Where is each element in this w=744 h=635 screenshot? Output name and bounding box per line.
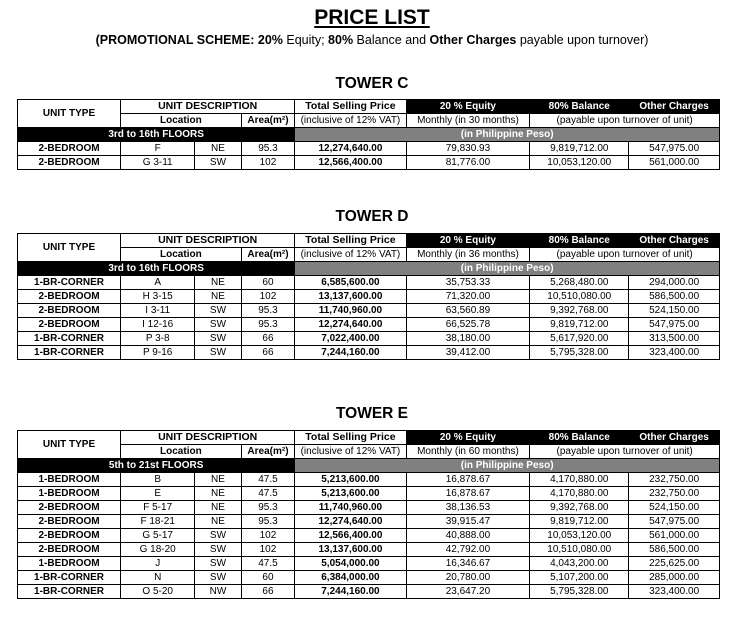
balance-cell: 9,819,712.00: [530, 142, 629, 156]
unit-type-cell: 1-BR-CORNER: [18, 585, 121, 599]
tsp-cell: 7,244,160.00: [295, 585, 406, 599]
orientation-cell: SW: [195, 156, 241, 170]
header-row: [18, 114, 720, 128]
price-table: [17, 430, 720, 599]
tsp-cell: 5,054,000.00: [295, 557, 406, 571]
page-subtitle: [0, 30, 744, 50]
unit-type-header: UNIT TYPE: [18, 234, 121, 262]
balance-cell: 5,617,920.00: [530, 332, 629, 346]
equity-header: 20 % Equity: [406, 234, 530, 248]
other-charges-cell: 586,500.00: [629, 543, 720, 557]
location-cell: O 5-20: [121, 585, 195, 599]
floors-row: [18, 128, 720, 142]
unit-type-cell: 1-BEDROOM: [18, 473, 121, 487]
subtitle-part: (PROMOTIONAL SCHEME: 20%: [95, 33, 287, 47]
location-header: Location: [121, 114, 242, 128]
tsp-header: Total Selling Price: [295, 100, 406, 114]
equity-cell: 16,878.67: [406, 473, 530, 487]
tower-title: TOWER D: [335, 208, 409, 225]
area-header: Area(m²): [241, 445, 295, 459]
other-charges-header: Other Charges: [629, 431, 720, 445]
tsp-cell: 12,566,400.00: [295, 529, 406, 543]
floors-label: 3rd to 16th FLOORS: [18, 128, 295, 142]
area-cell: 60: [241, 276, 295, 290]
table-row: [18, 304, 720, 318]
subtitle-part: Other Charges: [429, 33, 520, 47]
area-cell: 95.3: [241, 515, 295, 529]
unit-type-cell: 1-BEDROOM: [18, 487, 121, 501]
other-charges-cell: 547,975.00: [629, 318, 720, 332]
area-cell: 102: [241, 290, 295, 304]
location-cell: P 3-8: [121, 332, 195, 346]
orientation-cell: NE: [195, 290, 241, 304]
equity-cell: 66,525.78: [406, 318, 530, 332]
header-row: [18, 445, 720, 459]
orientation-cell: SW: [195, 529, 241, 543]
tsp-cell: 5,213,600.00: [295, 487, 406, 501]
other-charges-cell: 232,750.00: [629, 487, 720, 501]
other-charges-cell: 225,625.00: [629, 557, 720, 571]
area-header: Area(m²): [241, 114, 295, 128]
location-cell: F 18-21: [121, 515, 195, 529]
orientation-cell: SW: [195, 571, 241, 585]
equity-cell: 16,346.67: [406, 557, 530, 571]
unit-type-cell: 2-BEDROOM: [18, 156, 121, 170]
other-charges-cell: 232,750.00: [629, 473, 720, 487]
floors-label: 3rd to 16th FLOORS: [18, 262, 295, 276]
other-charges-cell: 294,000.00: [629, 276, 720, 290]
tsp-cell: 12,274,640.00: [295, 142, 406, 156]
balance-cell: 10,053,120.00: [530, 529, 629, 543]
balance-cell: 5,268,480.00: [530, 276, 629, 290]
location-cell: G 5-17: [121, 529, 195, 543]
location-cell: P 9-16: [121, 346, 195, 360]
table-row: [18, 571, 720, 585]
area-cell: 47.5: [241, 473, 295, 487]
location-cell: G 3-11: [121, 156, 195, 170]
balance-cell: 4,170,880.00: [530, 487, 629, 501]
unit-type-cell: 1-BEDROOM: [18, 557, 121, 571]
subtitle-part: 80%: [328, 33, 357, 47]
equity-cell: 42,792.00: [406, 543, 530, 557]
peso-label: (in Philippine Peso): [295, 459, 720, 473]
tsp-cell: 12,274,640.00: [295, 515, 406, 529]
other-charges-cell: 524,150.00: [629, 304, 720, 318]
location-cell: N: [121, 571, 195, 585]
monthly-header: Monthly (in 36 months): [406, 248, 530, 262]
location-cell: H 3-15: [121, 290, 195, 304]
location-header: Location: [121, 445, 242, 459]
other-charges-cell: 547,975.00: [629, 142, 720, 156]
equity-cell: 20,780.00: [406, 571, 530, 585]
subtitle-part: Equity;: [286, 33, 329, 47]
equity-cell: 38,136.53: [406, 501, 530, 515]
tsp-cell: 5,213,600.00: [295, 473, 406, 487]
area-cell: 95.3: [241, 142, 295, 156]
area-cell: 95.3: [241, 501, 295, 515]
orientation-cell: NE: [195, 142, 241, 156]
balance-cell: 5,107,200.00: [530, 571, 629, 585]
orientation-cell: SW: [195, 332, 241, 346]
location-cell: G 18-20: [121, 543, 195, 557]
balance-cell: 4,170,880.00: [530, 473, 629, 487]
balance-cell: 9,392,768.00: [530, 304, 629, 318]
location-cell: B: [121, 473, 195, 487]
tower-title: TOWER C: [335, 75, 409, 92]
other-charges-header: Other Charges: [629, 100, 720, 114]
balance-header: 80% Balance: [530, 234, 629, 248]
orientation-cell: SW: [195, 318, 241, 332]
balance-cell: 10,510,080.00: [530, 290, 629, 304]
balance-sub-header: (payable upon turnover of unit): [530, 114, 720, 128]
area-cell: 66: [241, 332, 295, 346]
unit-description-header: UNIT DESCRIPTION: [121, 431, 295, 445]
table-row: [18, 318, 720, 332]
orientation-cell: NE: [195, 501, 241, 515]
equity-cell: 40,888.00: [406, 529, 530, 543]
table-row: [18, 156, 720, 170]
tower-title: TOWER E: [335, 405, 409, 422]
price-table: [17, 233, 720, 360]
balance-sub-header: (payable upon turnover of unit): [530, 248, 720, 262]
unit-type-cell: 1-BR-CORNER: [18, 571, 121, 585]
unit-type-cell: 2-BEDROOM: [18, 501, 121, 515]
tsp-cell: 7,244,160.00: [295, 346, 406, 360]
table-row: [18, 473, 720, 487]
other-charges-cell: 586,500.00: [629, 290, 720, 304]
tsp-cell: 7,022,400.00: [295, 332, 406, 346]
other-charges-cell: 561,000.00: [629, 529, 720, 543]
table-row: [18, 557, 720, 571]
unit-description-header: UNIT DESCRIPTION: [121, 234, 295, 248]
equity-cell: 79,830.93: [406, 142, 530, 156]
location-cell: J: [121, 557, 195, 571]
header-row: [18, 248, 720, 262]
equity-cell: 39,915.47: [406, 515, 530, 529]
area-cell: 102: [241, 543, 295, 557]
orientation-cell: SW: [195, 557, 241, 571]
table-row: [18, 487, 720, 501]
tsp-sub-header: (inclusive of 12% VAT): [295, 445, 406, 459]
orientation-cell: NE: [195, 276, 241, 290]
table-row: [18, 501, 720, 515]
location-cell: I 3-11: [121, 304, 195, 318]
tsp-cell: 13,137,600.00: [295, 543, 406, 557]
equity-cell: 71,320.00: [406, 290, 530, 304]
other-charges-cell: 524,150.00: [629, 501, 720, 515]
balance-sub-header: (payable upon turnover of unit): [530, 445, 720, 459]
equity-header: 20 % Equity: [406, 431, 530, 445]
tsp-cell: 12,274,640.00: [295, 318, 406, 332]
equity-cell: 81,776.00: [406, 156, 530, 170]
location-cell: F: [121, 142, 195, 156]
area-cell: 95.3: [241, 304, 295, 318]
tsp-cell: 6,585,600.00: [295, 276, 406, 290]
floors-row: [18, 459, 720, 473]
table-row: [18, 543, 720, 557]
balance-cell: 9,819,712.00: [530, 318, 629, 332]
other-charges-cell: 313,500.00: [629, 332, 720, 346]
orientation-cell: NW: [195, 585, 241, 599]
table-row: [18, 346, 720, 360]
table-row: [18, 515, 720, 529]
equity-cell: 23,647.20: [406, 585, 530, 599]
equity-cell: 63,560.89: [406, 304, 530, 318]
unit-type-cell: 1-BR-CORNER: [18, 276, 121, 290]
unit-type-cell: 2-BEDROOM: [18, 529, 121, 543]
balance-cell: 10,053,120.00: [530, 156, 629, 170]
location-cell: I 12-16: [121, 318, 195, 332]
equity-cell: 35,753.33: [406, 276, 530, 290]
tsp-cell: 13,137,600.00: [295, 290, 406, 304]
other-charges-cell: 285,000.00: [629, 571, 720, 585]
monthly-header: Monthly (in 30 months): [406, 114, 530, 128]
area-cell: 60: [241, 571, 295, 585]
unit-type-cell: 2-BEDROOM: [18, 515, 121, 529]
price-table: [17, 99, 720, 170]
orientation-cell: NE: [195, 487, 241, 501]
tsp-header: Total Selling Price: [295, 431, 406, 445]
location-cell: E: [121, 487, 195, 501]
location-header: Location: [121, 248, 242, 262]
other-charges-header: Other Charges: [629, 234, 720, 248]
balance-cell: 5,795,328.00: [530, 585, 629, 599]
page-title: PRICE LIST: [314, 6, 430, 29]
subtitle-part: Balance and: [356, 33, 430, 47]
area-cell: 66: [241, 585, 295, 599]
location-cell: A: [121, 276, 195, 290]
orientation-cell: NE: [195, 515, 241, 529]
unit-type-cell: 1-BR-CORNER: [18, 346, 121, 360]
unit-type-header: UNIT TYPE: [18, 431, 121, 459]
other-charges-cell: 547,975.00: [629, 515, 720, 529]
floors-row: [18, 262, 720, 276]
monthly-header: Monthly (in 60 months): [406, 445, 530, 459]
tsp-cell: 6,384,000.00: [295, 571, 406, 585]
table-row: [18, 332, 720, 346]
orientation-cell: SW: [195, 304, 241, 318]
area-header: Area(m²): [241, 248, 295, 262]
balance-cell: 9,392,768.00: [530, 501, 629, 515]
tsp-cell: 12,566,400.00: [295, 156, 406, 170]
table-row: [18, 585, 720, 599]
unit-type-cell: 2-BEDROOM: [18, 318, 121, 332]
unit-type-cell: 1-BR-CORNER: [18, 332, 121, 346]
header-row: [18, 431, 720, 445]
area-cell: 102: [241, 529, 295, 543]
equity-cell: 16,878.67: [406, 487, 530, 501]
balance-cell: 5,795,328.00: [530, 346, 629, 360]
location-cell: F 5-17: [121, 501, 195, 515]
orientation-cell: SW: [195, 543, 241, 557]
area-cell: 102: [241, 156, 295, 170]
peso-label: (in Philippine Peso): [295, 262, 720, 276]
area-cell: 47.5: [241, 557, 295, 571]
area-cell: 66: [241, 346, 295, 360]
area-cell: 47.5: [241, 487, 295, 501]
unit-type-cell: 2-BEDROOM: [18, 290, 121, 304]
floors-label: 5th to 21st FLOORS: [18, 459, 295, 473]
equity-header: 20 % Equity: [406, 100, 530, 114]
header-row: [18, 234, 720, 248]
subtitle-part: payable upon turnover): [519, 33, 649, 47]
tsp-cell: 11,740,960.00: [295, 501, 406, 515]
other-charges-cell: 323,400.00: [629, 585, 720, 599]
tsp-sub-header: (inclusive of 12% VAT): [295, 248, 406, 262]
equity-cell: 38,180.00: [406, 332, 530, 346]
balance-header: 80% Balance: [530, 100, 629, 114]
other-charges-cell: 323,400.00: [629, 346, 720, 360]
orientation-cell: NE: [195, 473, 241, 487]
area-cell: 95.3: [241, 318, 295, 332]
orientation-cell: SW: [195, 346, 241, 360]
peso-label: (in Philippine Peso): [295, 128, 720, 142]
balance-cell: 9,819,712.00: [530, 515, 629, 529]
unit-type-cell: 2-BEDROOM: [18, 304, 121, 318]
header-row: [18, 100, 720, 114]
tsp-header: Total Selling Price: [295, 234, 406, 248]
balance-cell: 4,043,200.00: [530, 557, 629, 571]
table-row: [18, 529, 720, 543]
table-row: [18, 276, 720, 290]
balance-header: 80% Balance: [530, 431, 629, 445]
equity-cell: 39,412.00: [406, 346, 530, 360]
unit-type-cell: 2-BEDROOM: [18, 543, 121, 557]
balance-cell: 10,510,080.00: [530, 543, 629, 557]
other-charges-cell: 561,000.00: [629, 156, 720, 170]
table-row: [18, 142, 720, 156]
tsp-cell: 11,740,960.00: [295, 304, 406, 318]
tsp-sub-header: (inclusive of 12% VAT): [295, 114, 406, 128]
unit-type-cell: 2-BEDROOM: [18, 142, 121, 156]
unit-type-header: UNIT TYPE: [18, 100, 121, 128]
table-row: [18, 290, 720, 304]
unit-description-header: UNIT DESCRIPTION: [121, 100, 295, 114]
